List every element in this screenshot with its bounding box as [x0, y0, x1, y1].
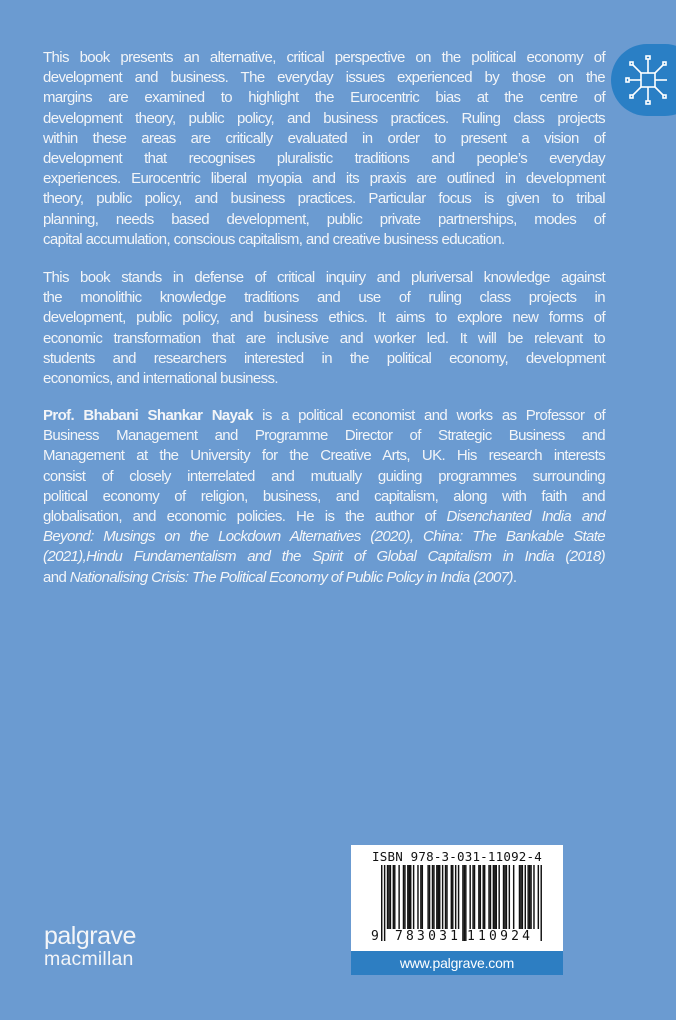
barcode-bar — [498, 865, 499, 929]
barcode-bar — [469, 865, 470, 929]
barcode-bar — [527, 865, 528, 929]
author-name: Prof. Bhabani Shankar Nayak — [43, 407, 253, 424]
text-line — [43, 268, 605, 288]
text-line — [43, 230, 605, 250]
barcode-bar — [520, 865, 521, 929]
barcode-bar — [509, 865, 510, 929]
barcode-bar — [493, 865, 494, 929]
barcode-bar — [525, 865, 526, 929]
barcode-bar — [513, 865, 514, 929]
text-line — [43, 487, 605, 507]
text-segment: margins are examined to highlight the Eurocentric bias at the centre of — [43, 89, 605, 107]
barcode-bar — [490, 865, 491, 929]
barcode-bar — [446, 865, 447, 929]
barcode-bar — [439, 865, 440, 929]
text-segment: This book presents an alternative, critical perspective on the political economy of — [43, 49, 605, 66]
text-line — [43, 129, 605, 149]
isbn-label: ISBN 978-3-031-11092-4 — [372, 849, 542, 864]
text-line — [43, 308, 605, 328]
palgrave-network-badge — [611, 44, 676, 116]
barcode-bar — [422, 865, 423, 929]
barcode-digits-right: 110924 — [467, 929, 534, 944]
text-line — [43, 189, 605, 209]
barcode-bar — [432, 865, 433, 929]
text-segment: theory, public policy, and business practices. Particular focus is given to tribal — [43, 190, 605, 208]
text-line — [43, 568, 605, 588]
barcode-bar — [413, 865, 414, 929]
barcode-bar — [474, 865, 475, 929]
barcode-bar — [387, 865, 388, 929]
barcode-bar — [438, 865, 439, 929]
text-line — [43, 210, 605, 230]
barcode-digit-lead: 9 — [371, 929, 379, 944]
barcode-bar — [420, 865, 421, 929]
text-segment: the monolithic knowledge traditions and use of ruling class projects in — [43, 289, 605, 307]
book-title-text: Nationalising Crisis: The Political Economy of Public Policy in India (2007) — [69, 568, 513, 586]
description-paragraph-2 — [43, 268, 605, 389]
text-segment: planning, needs based development, public private partnerships, modes of — [43, 210, 605, 228]
text-segment: capital accumulation, conscious capitalism, and creative business education. — [43, 230, 505, 248]
text-line — [43, 109, 605, 129]
text-segment: experiences. Eurocentric liberal myopia and its praxis are outlined in development — [43, 170, 605, 188]
barcode-bar — [494, 865, 495, 929]
text-segment: Business Management and Programme Director of Strategic Business and — [43, 427, 605, 445]
text-segment: economic transformation that are inclusive and worker led. It will be relevant to — [43, 329, 605, 347]
barcode-bar — [483, 865, 484, 929]
barcode-bar — [452, 865, 453, 929]
barcode-bar — [530, 865, 531, 929]
barcode-bar — [455, 865, 456, 929]
barcode-bar — [538, 865, 539, 929]
text-segment: . — [512, 568, 517, 586]
barcode-bar — [429, 865, 430, 929]
text-line — [43, 527, 605, 547]
barcode-bar — [442, 865, 443, 929]
text-line — [43, 288, 605, 308]
barcode-bar — [503, 865, 504, 929]
barcode-bar — [488, 865, 489, 929]
text-segment: This book stands in defense of critical inquiry and pluriversal knowledge against — [43, 269, 605, 286]
text-segment: development and business. The everyday issues experienced by those on the — [43, 69, 605, 87]
barcode-bar — [529, 865, 530, 929]
text-segment: is a political economist and works as Professor of — [252, 407, 605, 424]
barcode-bar — [381, 865, 382, 941]
barcode-bar — [404, 865, 405, 929]
barcode-bar — [480, 865, 481, 929]
barcode-bar — [458, 865, 459, 929]
text-line — [43, 467, 605, 487]
text-segment: development, public policy, and business ethics. It aims to explore new forms of — [43, 309, 605, 327]
barcode-bar — [436, 865, 437, 929]
book-title-text: Beyond: Musings on the Lockdown Alternatives (2020), China: The Bankable State — [43, 528, 605, 546]
isbn-barcode — [351, 845, 563, 951]
barcode-bar — [427, 865, 428, 929]
text-segment: political economy of religion, business, and capitalism, along with faith and — [43, 487, 605, 505]
text-line — [43, 406, 605, 426]
author-bio-paragraph — [43, 406, 605, 588]
barcode-bar — [393, 865, 394, 929]
text-segment: consist of closely interrelated and mutually guiding programmes surrounding — [43, 467, 605, 485]
text-segment: students and researchers interested in the political economy, development — [43, 349, 605, 367]
book-title-text: (2021),Hindu Fundamentalism and the Spirit of Global Capitalism in India (2018) — [43, 548, 605, 566]
barcode-bar — [403, 865, 404, 929]
logo-line-palgrave: palgrave — [44, 922, 136, 950]
barcode-bar — [533, 865, 534, 929]
text-segment: development that recognises pluralistic traditions and people’s everyday — [43, 149, 605, 167]
text-line — [43, 329, 605, 349]
text-segment: economics, and international business. — [43, 369, 278, 387]
barcode-bar — [522, 865, 523, 929]
barcode-bar — [388, 865, 389, 929]
publisher-url[interactable]: www.palgrave.com — [351, 951, 563, 975]
barcode-bar — [410, 865, 411, 929]
barcode-bar — [407, 865, 408, 929]
book-title-text: Disenchanted India and — [446, 507, 605, 525]
barcode-bar — [390, 865, 391, 929]
description-paragraph-1 — [43, 48, 605, 250]
text-line — [43, 349, 605, 369]
network-node-icon — [625, 53, 671, 107]
text-line — [43, 48, 605, 68]
barcode-bar — [472, 865, 473, 929]
barcode-bar — [394, 865, 395, 929]
barcode-bar — [464, 865, 465, 941]
barcode-bar — [433, 865, 434, 929]
palgrave-macmillan-logo — [44, 924, 136, 970]
barcode-bar — [541, 865, 542, 941]
barcode-bar — [496, 865, 497, 929]
text-segment: globalisation, and economic policies. He is the author of — [43, 507, 447, 525]
barcode-bar — [462, 865, 463, 941]
text-segment: and — [43, 568, 70, 586]
logo-line-macmillan: macmillan — [44, 948, 134, 970]
text-segment: development theory, public policy, and business practices. Ruling class projects — [43, 109, 605, 127]
barcode-bar — [484, 865, 485, 929]
barcode-bar — [504, 865, 505, 929]
barcode-bar — [398, 865, 399, 929]
barcode-bar — [506, 865, 507, 929]
barcode-digits-left: 783031 — [395, 929, 462, 944]
barcode-bar — [445, 865, 446, 929]
text-line — [43, 149, 605, 169]
text-line — [43, 68, 605, 88]
text-line — [43, 369, 605, 389]
text-segment: within these areas are critically evaluated in order to present a vision of — [43, 129, 605, 147]
text-line — [43, 507, 605, 527]
barcode-bar — [409, 865, 410, 929]
barcode-bar — [417, 865, 418, 929]
text-line — [43, 547, 605, 567]
text-line — [43, 446, 605, 466]
text-line — [43, 169, 605, 189]
barcode-bar — [451, 865, 452, 929]
barcode-bar — [384, 865, 385, 941]
text-line — [43, 426, 605, 446]
barcode-bar — [478, 865, 479, 929]
barcode-bar — [519, 865, 520, 929]
text-segment: Management at the University for the Creative Arts, UK. His research interests — [43, 447, 605, 465]
text-line — [43, 88, 605, 108]
